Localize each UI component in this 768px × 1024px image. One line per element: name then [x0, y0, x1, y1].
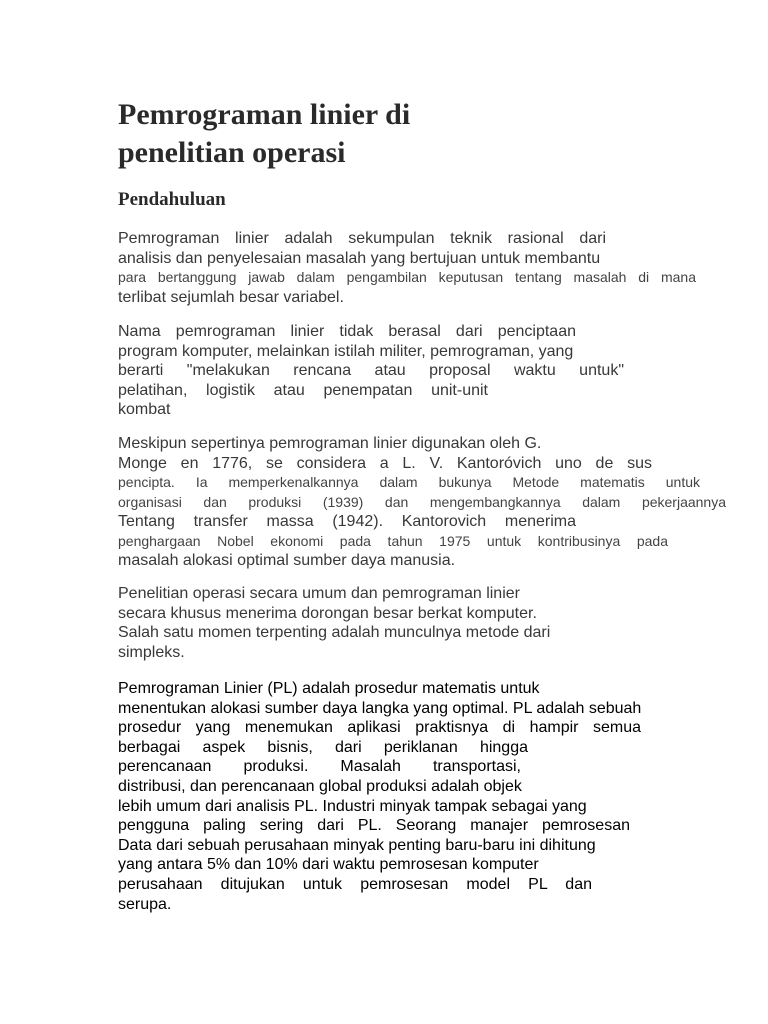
- paragraph-line: Penelitian operasi secara umum dan pemrograman linier: [118, 585, 520, 602]
- paragraph-line: lebih umum dari analisis PL. Industri minyak tampak sebagai yang: [118, 797, 587, 815]
- paragraph-line: menentukan alokasi sumber daya langka yang optimal. PL adalah sebuah: [118, 699, 642, 717]
- paragraph-line: penghargaan Nobel ekonomi pada tahun 1975 untuk kontribusinya pada: [118, 532, 668, 549]
- paragraph-line: secara khusus menerima dorongan besar berkat komputer.: [118, 604, 537, 622]
- title-line: Pemrograman linier di: [118, 98, 411, 131]
- paragraph-line: yang antara 5% dan 10% dari waktu pemrosesan komputer: [118, 856, 539, 874]
- paragraph-computers: [118, 584, 550, 662]
- paragraph-line: analisis dan penyelesaian masalah yang bertujuan untuk membantu: [118, 249, 601, 267]
- section-heading: Pendahuluan: [118, 189, 226, 210]
- paragraph-line: para bertanggung jawab dalam pengambilan keputusan tentang masalah di mana: [118, 269, 696, 285]
- paragraph-line: prosedur yang menemukan aplikasi praktisnya di hampir semua: [118, 719, 641, 737]
- paragraph-line: terlibat sejumlah besar variabel.: [118, 288, 344, 306]
- paragraph-line: masalah alokasi optimal sumber daya manusia.: [118, 552, 456, 569]
- page-title: [118, 96, 410, 172]
- paragraph-line: Meskipun sepertinya pemrograman linier digunakan oleh G.: [118, 435, 542, 452]
- paragraph-line: distribusi, dan perencanaan global produksi adalah objek: [118, 777, 522, 795]
- paragraph-line: kombat: [118, 401, 171, 418]
- paragraph-line: Data dari sebuah perusahaan minyak penting baru-baru ini dihitung: [118, 836, 596, 854]
- paragraph-line: Monge en 1776, se considera a L. V. Kantoróvich uno de sus: [118, 454, 652, 472]
- paragraph-line: perusahaan ditujukan untuk pemrosesan model PL dan: [118, 875, 592, 893]
- paragraph-line: serupa.: [118, 895, 172, 913]
- paragraph-line: pencipta. Ia memperkenalkannya dalam bukunya Metode matematis untuk: [118, 474, 700, 490]
- paragraph-line: pelatihan, logistik atau penempatan unit-unit: [118, 381, 488, 399]
- paragraph-line: pengguna paling sering dari PL. Seorang manajer pemrosesan: [118, 817, 630, 835]
- paragraph-line: Salah satu momen terpenting adalah munculnya metode dari: [118, 624, 551, 641]
- paragraph-line: perencanaan produksi. Masalah transportasi,: [118, 758, 521, 776]
- paragraph-line: Pemrograman Linier (PL) adalah prosedur matematis untuk: [118, 680, 540, 697]
- paragraph-line: Nama pemrograman linier tidak berasal dari penciptaan: [118, 323, 576, 340]
- paragraph-line: berarti "melakukan rencana atau proposal waktu untuk": [118, 362, 624, 379]
- title-line: penelitian operasi: [118, 136, 346, 169]
- paragraph-line: Tentang transfer massa (1942). Kantorovich menerima: [118, 513, 576, 530]
- paragraph-definition: [118, 679, 641, 914]
- paragraph-line: simpleks.: [118, 643, 185, 661]
- paragraph-intro: [118, 229, 696, 307]
- paragraph-name-origin: [118, 322, 624, 420]
- paragraph-line: berbagai aspek bisnis, dari periklanan hingga: [118, 738, 528, 756]
- paragraph-line: organisasi dan produksi (1939) dan mengembangkannya dalam pekerjaannya: [118, 493, 726, 510]
- paragraph-history: [118, 434, 726, 571]
- paragraph-line: program komputer, melainkan istilah militer, pemrograman, yang: [118, 342, 574, 360]
- paragraph-line: Pemrograman linier adalah sekumpulan teknik rasional dari: [118, 230, 606, 247]
